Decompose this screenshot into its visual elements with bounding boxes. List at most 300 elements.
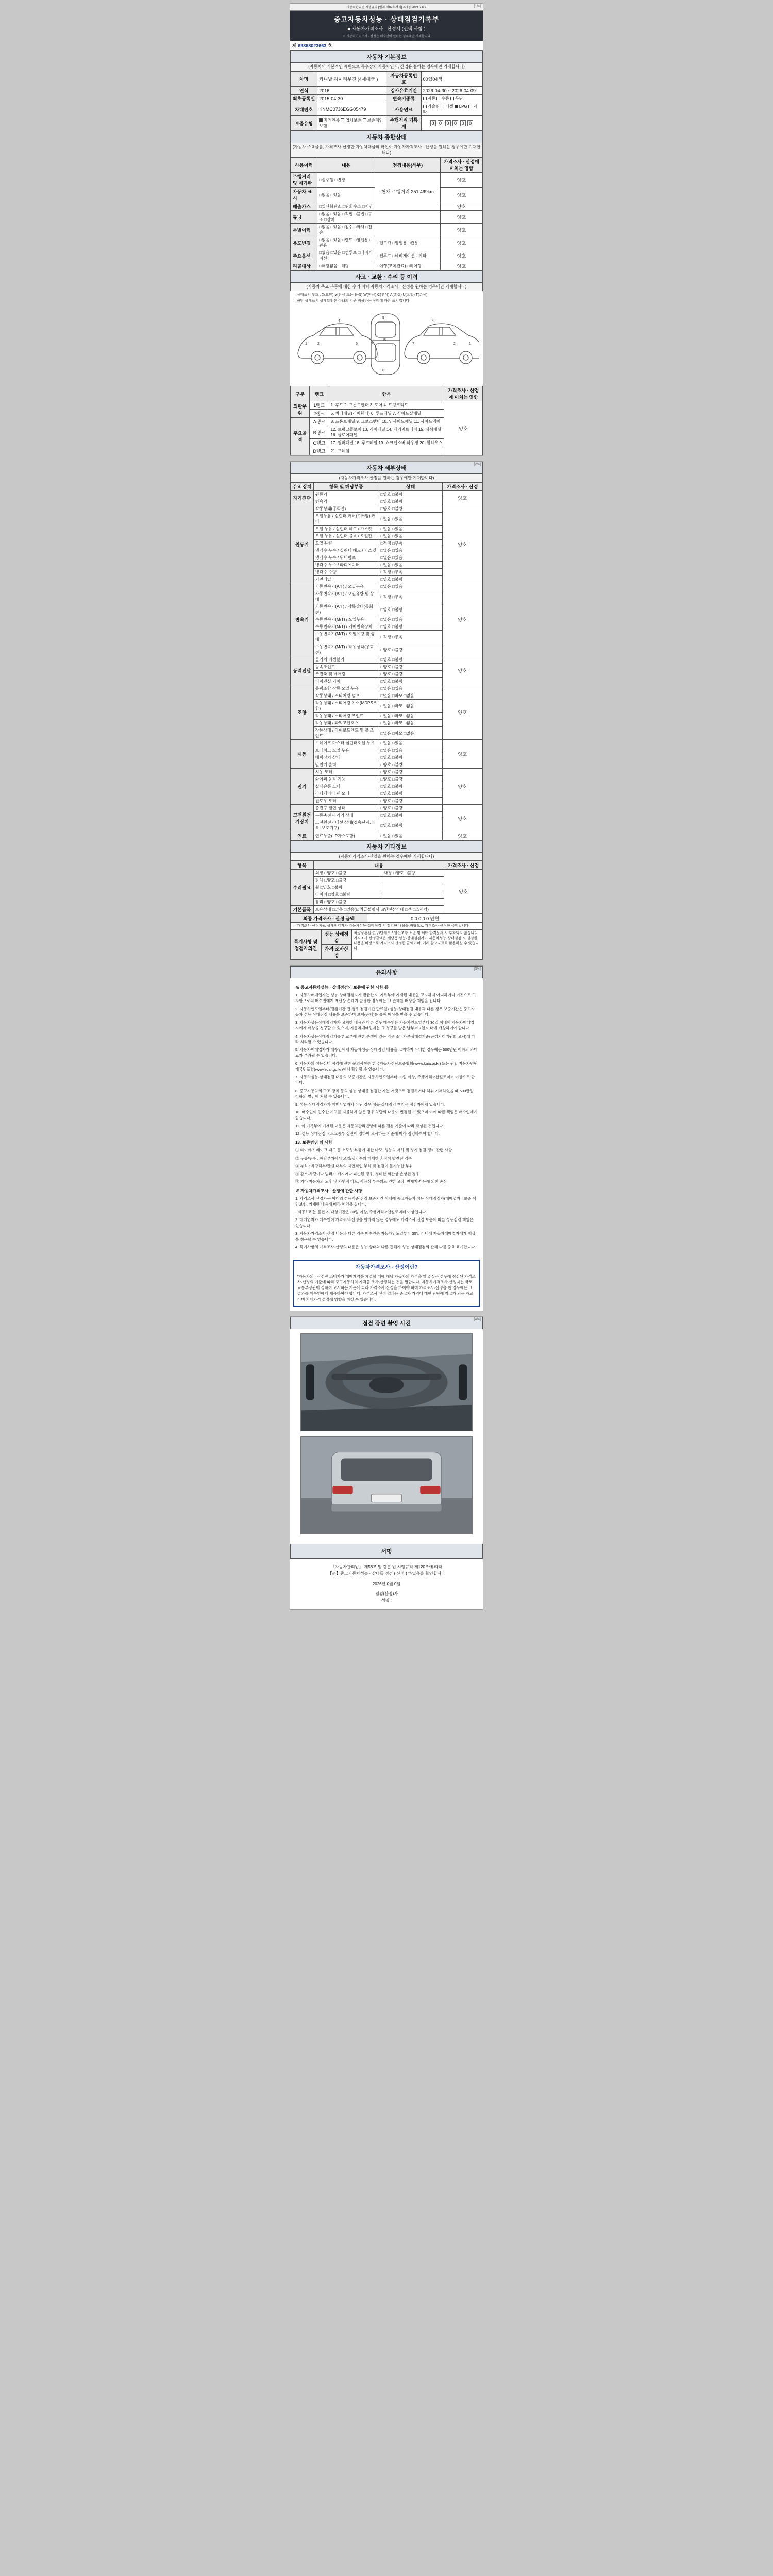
- basic-info-table: [290, 71, 483, 131]
- row-detail: □렌트카 □영업용 □관용: [375, 236, 441, 249]
- items: 17. 필러패널 18. 루프레일 19. 쇼크업소버 하우징 20. 휠하우스: [329, 439, 444, 447]
- notice-section-3-head: 13. 보증범위 외 사항: [295, 1140, 332, 1145]
- section-basic-title: 자동차 기본정보: [290, 50, 483, 63]
- table-row: [291, 262, 483, 270]
- part-name: 작동상태 / 스티어링 조인트: [313, 713, 379, 720]
- page-3: [290, 965, 483, 1311]
- part-name: 작동상태 / 스티어링 펌프: [313, 692, 379, 700]
- etc-content-left[interactable]: 유리 □양호 □불량: [313, 899, 382, 906]
- value-transmission: 자동 수동 무단: [421, 95, 482, 103]
- etc-content-left[interactable]: 보유상태 □없음 □있음(☑취급설명서 ☑안전삼각대 □잭 □스패너): [313, 906, 444, 914]
- section-accident-title: 사고 · 교환 · 수리 등 이력: [290, 270, 483, 283]
- car-damage-diagram: [290, 304, 483, 386]
- form-legal-header: 자동차관리법 시행규칙 [별지 제82호서식] <개정 2021.7.6.>: [290, 4, 483, 11]
- group-score: 양호: [442, 583, 482, 656]
- part-name: 작동상태 / 타이로드엔드 및 볼 조인트: [313, 727, 379, 740]
- rank: D랭크: [310, 447, 329, 455]
- table-row: [291, 740, 483, 747]
- table-row: [291, 211, 483, 224]
- notice-section-1-head: ※ 중고자동차성능 · 상태점검의 보증에 관한 사항 등: [295, 985, 389, 990]
- label-fuel: 사용연료: [386, 103, 421, 116]
- col-effect: 가격조사 · 산정에 미치는 영향: [440, 158, 482, 173]
- label-warranty: 보증유형: [291, 116, 317, 131]
- table-row: [291, 95, 483, 103]
- part-status[interactable]: □양호 □불량: [379, 671, 442, 678]
- group-outer: 외판부위: [291, 401, 310, 418]
- rank: 2랭크: [310, 410, 329, 418]
- table-row: [291, 505, 483, 513]
- part-name: 변속기: [313, 498, 379, 505]
- signature-law-line-1: 「자동차관리법」 제58조 및 같은 법 시행규칙 제120조에 따라: [330, 1564, 443, 1569]
- device-group: 조향: [291, 685, 314, 740]
- table-row: [291, 103, 483, 116]
- checkbox-manual[interactable]: [436, 97, 440, 100]
- rear-photo-graphic: [301, 1437, 472, 1534]
- table-row: [291, 930, 483, 945]
- part-name: 작동상태(공회전): [313, 505, 379, 513]
- group-score: 양호: [442, 805, 482, 832]
- part-status[interactable]: □없음 □있음: [379, 547, 442, 554]
- table-row: [291, 401, 483, 410]
- diagram-note-1: ※ 상태표시 부호 : X(교환) ∨(판금 또는 용접) W(판금) C(부식) A(흠집) U(요철) T(손상): [292, 293, 428, 297]
- table-header-row: [291, 861, 483, 870]
- part-name: 냉각수 수량: [313, 569, 379, 576]
- signature-area: [290, 1559, 483, 1609]
- notice-item: 2. 자동차인도일부터(점검기간 전 경우 점검기간 만료일) 성능·상태점검 내용과 다른 경우 보증기간은 중고자동차 성능·상태점검 내용을 보증하며 보험(공제)를 통해 배상을 받을 수 있습니다.: [295, 1006, 475, 1017]
- col-rank: 랭크: [310, 386, 329, 401]
- etc-info-table: [290, 861, 483, 914]
- part-status[interactable]: □없음 □있음: [379, 832, 442, 840]
- part-status[interactable]: □없음 □있음: [379, 526, 442, 533]
- col-device: 주요 장치: [291, 483, 314, 491]
- part-name: 구동축전지 격리 상태: [313, 812, 379, 819]
- detail-table-body: [291, 491, 483, 840]
- part-status[interactable]: □없음 □마모 □없음: [379, 720, 442, 727]
- svg-text:7: 7: [412, 342, 414, 346]
- row-effect: 양호: [440, 173, 482, 188]
- part-status[interactable]: □없음 □마모 □없음: [379, 727, 442, 740]
- price-definition-box: [293, 1260, 480, 1307]
- row-content: □해당없음 □해당: [317, 262, 375, 270]
- notice-item: ① 타이어/브레이크 패드 등 소모성 부품에 대한 마모, 성능의 저하 및 정기 점검·정비 관련 사항: [295, 1148, 452, 1153]
- notice-item: 12. 성능·상태점검 국토교통부 장관이 정하여 고시하는 기준에 따라 점검하여야 합니다.: [295, 1131, 440, 1136]
- col-effect: 가격조사 · 산정에 미치는 영향: [444, 386, 483, 401]
- part-name: 고전원전기배선 상태(접속단자, 피복, 보호기구): [313, 819, 379, 832]
- document-number-row: [290, 41, 483, 50]
- part-name: 커먼레일: [313, 576, 379, 583]
- col-part: 항목 및 해당부품: [313, 483, 379, 491]
- part-status[interactable]: □양호 □불량: [379, 769, 442, 776]
- group-score: 양호: [442, 832, 482, 840]
- notice-section-2-list: [295, 1088, 478, 1137]
- row-content: □없음 □있음 □적법 □불법 □구조 □장치: [317, 211, 375, 224]
- odometer-digit: 0: [445, 120, 451, 126]
- part-name: 수동변속기(M/T) / 기어변속장치: [313, 623, 379, 631]
- part-name: 연료누출(LP가스포함): [313, 832, 379, 840]
- row-label: 배출가스: [291, 202, 317, 211]
- part-status[interactable]: □적정 □부족: [379, 569, 442, 576]
- notice-item: 2. 매매업자가 매수인이 가격조사·산정을 원하지 않는 경우에도 가격조사·산정 보증에 따른 성능점검 책임은 있습니다.: [295, 1217, 474, 1228]
- section-overall-note: (자동차 주요물품, 가격조사·산정한 자동차대금의 확인이 자동차가격조사 · 산정을 원하는 경우에만 기재합니다): [290, 143, 483, 157]
- final-price-value: 0 0 0 0 0 만원: [367, 914, 483, 923]
- part-status[interactable]: □양호 □불량: [379, 678, 442, 685]
- notice-item: ④ 감소·차량이나 범퍼가 깨지거나 파손된 경우, 경미한 외관상 손상된 경우: [295, 1172, 419, 1176]
- part-status[interactable]: □양호 □불량: [379, 783, 442, 790]
- table-row: [291, 224, 483, 236]
- rear-photo: [300, 1436, 473, 1534]
- doc-number: 69368023663: [298, 43, 327, 48]
- page-tag-3: [3/4]: [474, 967, 481, 971]
- part-status[interactable]: □양호 □불량: [379, 576, 442, 583]
- part-status[interactable]: □양호 □불량: [379, 798, 442, 805]
- final-price-note: ※ 가격조사·산정자료 상태점검자가 자동차성능·상태점검 시 점검한 내용을 바탕으로 가격조사·산정한 금액입니다.: [291, 923, 483, 929]
- final-price-table: [290, 914, 483, 929]
- device-group: 제동: [291, 740, 314, 769]
- notice-item: 5. 자동차매매업자가 매수인에게 자동차성능·상태점검 내용을 고지하지 아니한 경우에는 500만원 이하의 과태료가 부과될 수 있습니다.: [295, 1047, 478, 1058]
- etc-group: 수리필요: [291, 870, 314, 906]
- svg-text:2: 2: [453, 342, 456, 346]
- page-tag-1: [1/4]: [474, 5, 481, 8]
- row-effect: 양호: [440, 188, 482, 202]
- odometer-digit: 0: [467, 120, 473, 126]
- value-vin: KNMC07J6EGG05479: [317, 103, 386, 116]
- section-detail-title: 자동차 세부상태: [290, 462, 483, 474]
- etc-content-right[interactable]: [382, 891, 444, 899]
- svg-text:8: 8: [382, 369, 384, 372]
- part-status[interactable]: □양호 □불량: [379, 643, 442, 656]
- col-status: 상태: [379, 483, 442, 491]
- checkbox-cvt[interactable]: [450, 97, 454, 100]
- table-row: [291, 914, 483, 923]
- col-etc-item: 항목: [291, 861, 314, 870]
- opinion-label: 특기사항 및 점검자의견: [291, 930, 322, 960]
- notice-title: 유의사항: [290, 966, 483, 978]
- group-score: 양호: [442, 685, 482, 740]
- notice-item: 6. 자동차의 성능상태 점검에 관한 문의사항은 한국자동차진단보증협회(www.kaia.or.kr) 또는 관할 자동차민원 대국민포털(www.ecar.go.kr)에서 확인할 수 있습니다.: [295, 1061, 478, 1072]
- part-name: 냉각수 누수 / 실린더 헤드 / 가스켓: [313, 547, 379, 554]
- part-status[interactable]: □없음 □있음: [379, 583, 442, 590]
- odometer-digit: 0: [460, 120, 466, 126]
- col-score: 가격조사 · 산정: [442, 483, 482, 491]
- section-etc-note: (자동차가격조사·산정을 원하는 경우에만 기재합니다): [290, 853, 483, 861]
- notice-item: 4. 자동차성능상태점검기록부 교부에 관한 분쟁이 있는 경우 소비자분쟁해결기준(공정거래위원회 고시)에 따라 처리할 수 있습니다.: [295, 1033, 475, 1044]
- page-subtitle: ■ 자동차가격조사 · 산정서 (선택 사항 ): [347, 26, 426, 31]
- table-row: [291, 87, 483, 95]
- svg-text:4: 4: [432, 319, 434, 323]
- part-name: 원동기: [313, 491, 379, 498]
- notice-item: 11. 이 기록부에 기재된 내용은 자동차관리법령에 따른 점검 기준에 따라 작성된 것입니다.: [295, 1123, 444, 1128]
- items: 12. 트렁크플로어 13. 리어패널 14. 패키지트레이 15. 대쉬패널 16. 플로어패널: [329, 426, 444, 439]
- odometer-digit: 0: [452, 120, 458, 126]
- final-price-label: 최종 가격조사 · 산정 금액: [291, 914, 367, 923]
- diagram-note-2: ※ 하단 상태표시 상태확인은 아래의 기준 적용하는 상태에 따른 표시입니다: [292, 299, 410, 303]
- notice-item: ② 누유/누수 : 해당부위에서 오일/냉각수의 미세한 흔적이 발견된 경우: [295, 1156, 412, 1161]
- part-status[interactable]: □양호 □불량: [379, 776, 442, 783]
- table-row: [291, 769, 483, 776]
- part-status[interactable]: □양호 □불량: [379, 664, 442, 671]
- value-warranty: 자기인증 업체보증 보증책임보험: [317, 116, 386, 131]
- group-frame: 주요골격: [291, 418, 310, 455]
- row-effect: 양호: [440, 202, 482, 211]
- doc-suffix: 호: [327, 43, 332, 48]
- part-status[interactable]: □적정 □부족: [379, 590, 442, 603]
- notice-item: 1. 가격조사·산정자는 이래의 성능기준 점검 보증기간 이내에 중고자동차 성능·상태점검자(매매업자 · 보증 책임보험, 기재한 내용에 따라 책임을 집니다.: [295, 1196, 476, 1207]
- rank: 1랭크: [310, 401, 329, 410]
- part-name: 오일누유 / 실린더 커버(로커암) 커버: [313, 513, 379, 526]
- section-accident-note: (자동차 주요 부품에 대한 수리 이력 자동차가격조사 · 산정을 원하는 경우에만 기재합니다): [290, 283, 483, 291]
- part-status[interactable]: □양호 □불량: [379, 812, 442, 819]
- undercarriage-photo: [300, 1333, 473, 1431]
- label-carname: 차명: [291, 72, 317, 87]
- section-etc-title: 자동차 기타정보: [290, 840, 483, 853]
- svg-text:7: 7: [371, 342, 373, 346]
- device-group: 자기진단: [291, 491, 314, 505]
- opinion-head-1: 성능·상태점검: [321, 930, 352, 945]
- part-name: 시동 모터: [313, 769, 379, 776]
- checkbox-auto[interactable]: [423, 97, 427, 100]
- part-status[interactable]: □양호 □불량: [379, 819, 442, 832]
- part-name: 실내송풍 모터: [313, 783, 379, 790]
- checkbox-insurance[interactable]: [363, 118, 366, 122]
- table-row: [291, 236, 483, 249]
- price-definition-title: 자동차가격조사 · 산정이란?: [355, 1264, 418, 1270]
- row-content: □없음 □있음 □썬루프 □네비게이션: [317, 249, 375, 262]
- odometer-digit: 0: [430, 120, 436, 126]
- svg-text:1: 1: [469, 342, 471, 346]
- row-label: 용도변경: [291, 236, 317, 249]
- etc-content-left[interactable]: 타이어 □양호 □불량: [313, 891, 382, 899]
- overall-state-table: [290, 157, 483, 270]
- row-detail: □이행(조치완료) □미이행: [375, 262, 441, 270]
- row-label: 튜닝: [291, 211, 317, 224]
- row-content: □없음 □있음 □침수 □화재 □전손: [317, 224, 375, 236]
- etc-table-body: [291, 870, 483, 914]
- photo-list: [290, 1329, 483, 1544]
- part-name: 클러치 어셈블리: [313, 656, 379, 664]
- row-label: 주행거리 및 계기판: [291, 173, 317, 188]
- part-status[interactable]: □없음 □있음: [379, 747, 442, 754]
- part-status[interactable]: □없음 □있음: [379, 513, 442, 526]
- table-row: [291, 583, 483, 590]
- table-row: [291, 685, 483, 692]
- part-name: 충전구 절연 상태: [313, 805, 379, 812]
- part-status[interactable]: □양호 □불량: [379, 790, 442, 798]
- table-row: [291, 173, 483, 188]
- odometer-digits: [421, 116, 482, 131]
- notice-item: 3. 자동차성능상태점검자가 고지한 내용과 다른 경우 매수인은 자동차인도일부터 30일 이내에 자동차매매업자에게 배상을 청구할 수 있으며, 자동차매매업자는 그 청구를 받은 날부터 7일 이내에 배상하여야 합니다.: [295, 1020, 474, 1031]
- part-status[interactable]: □없음 □있음: [379, 616, 442, 623]
- notice-item: · 제공하려는 물건 지 대상기간은 30일 이상, 주행거리 2천킬로미터 이상입니다.: [295, 1210, 427, 1214]
- opinion-head-2: 가격·조사산정: [321, 945, 352, 960]
- svg-text:4: 4: [338, 319, 340, 323]
- part-name: 자동변속기(A/T) / 작동상태(공회전): [313, 603, 379, 616]
- car-top-view: [371, 314, 400, 375]
- device-group: 변속기: [291, 583, 314, 656]
- row-label: 특별이력: [291, 224, 317, 236]
- notice-item: 10. 매수인이 인수한 시고를 지불하지 않은 경우 차량의 내용이 변경될 수 있으며 이에 따른 책임은 매수인에게 있습니다.: [295, 1110, 478, 1121]
- part-name: 수동변속기(M/T) / 작동상태(공회전): [313, 643, 379, 656]
- part-name: 수동변속기(M/T) / 오일유량 및 상태: [313, 631, 379, 643]
- part-status[interactable]: □양호 □불량: [379, 805, 442, 812]
- signature-org: 점검(산정)자: [375, 1591, 398, 1597]
- section-detail-note: (자동차가격조사·산정을 원하는 경우에만 기재합니다): [290, 474, 483, 482]
- odometer-digit: 0: [438, 120, 443, 126]
- label-inspection-period: 검사유효기간: [386, 87, 421, 95]
- row-label: 주요옵션: [291, 249, 317, 262]
- device-group: 연료: [291, 832, 314, 840]
- rank: A랭크: [310, 418, 329, 426]
- section-overall-title: 자동차 종합상태: [290, 131, 483, 143]
- signature-name: 성명 :: [381, 1598, 392, 1603]
- part-name: 오일 누유 / 실린더 헤드 / 가스켓: [313, 526, 379, 533]
- part-name: 자동변속기(A/T) / 오일유량 및 상태: [313, 590, 379, 603]
- part-status[interactable]: □양호 □불량: [379, 623, 442, 631]
- diagram-part-numbers: [305, 316, 471, 372]
- doc-label: 제: [292, 43, 297, 48]
- photo-section-title: 점검 장면 촬영 사진: [290, 1317, 483, 1329]
- part-name: 브레이크 마스터 실린더오일 누유: [313, 740, 379, 747]
- part-status[interactable]: □없음 □있음: [379, 562, 442, 569]
- etc-content-left[interactable]: 휠 □양호 □불량: [313, 884, 382, 891]
- checkbox-diesel[interactable]: [441, 105, 444, 108]
- col-etc-score: 가격조사 · 산정: [444, 861, 483, 870]
- table-header-row: [291, 386, 483, 401]
- part-status[interactable]: □없음 □있음: [379, 740, 442, 747]
- part-name: 발전기 출력: [313, 761, 379, 769]
- table-row: [291, 832, 483, 840]
- col-group: 구분: [291, 386, 310, 401]
- rank: C랭크: [310, 439, 329, 447]
- group-score: 양호: [442, 769, 482, 805]
- items: 1. 후드 2. 프론트휀더 3. 도어 4. 트렁크리드: [329, 401, 444, 410]
- part-status[interactable]: □없음 □있음: [379, 685, 442, 692]
- part-name: 와이퍼 동작 기능: [313, 776, 379, 783]
- undercarriage-photo-graphic: [301, 1334, 472, 1431]
- table-row: [291, 491, 483, 498]
- part-name: 라디에이터 팬 모터: [313, 790, 379, 798]
- frame-rank-table: [290, 386, 483, 455]
- table-header-row: [291, 483, 483, 491]
- label-vin: 차대번호: [291, 103, 317, 116]
- part-name: 냉각수 누수 / 워터펌프: [313, 554, 379, 562]
- signature-date: 2026년 0월 0일: [372, 1582, 401, 1587]
- price-definition-text: "자동차의 · 산정란 소비자가 매매계약을 체결할 때에 해당 자동차의 가격을 알고 싶은 경우에 점검된 가격조사·산정의 기준에 따라 중고자동차의 가격을 조사·산정하는 것을 말합니다. 자동차가격조사·산정자는 국토교통부장관이 정하여 고시하는 기준에 따라 가격조사·산정을 하여야 하며 가격조사·산정을 한 경우에는 그 결과를 매수인에게 제공하여야 합니다. 가격조사·산정 결과는 중고차 가격에 대한 판단에 참고가 되는 자료이며 거래가격 결정에 영향을 미칠 수 있습니다.: [297, 1274, 476, 1302]
- table-row: [291, 870, 483, 877]
- table-row: [291, 656, 483, 664]
- part-status[interactable]: □없음 □있음: [379, 533, 442, 540]
- items: 21. 프레임: [329, 447, 444, 455]
- table-row: [291, 72, 483, 87]
- notice-item: ⑤ 기타 자동차의 노후 및 자연적 마모, 사용상 부주의로 인한 고장, 천재지변 등에 의한 손상: [295, 1179, 447, 1184]
- checkbox-self-cert[interactable]: [319, 118, 323, 122]
- part-status[interactable]: □양호 □불량: [379, 498, 442, 505]
- part-status[interactable]: □없음 □마모 □없음: [379, 713, 442, 720]
- notice-body: [290, 978, 483, 1256]
- part-status[interactable]: □양호 □불량: [379, 491, 442, 498]
- row-detail: [375, 211, 441, 224]
- notice-section-3-list: [295, 1147, 478, 1184]
- etc-content-right[interactable]: [382, 877, 444, 884]
- checkbox-company[interactable]: [341, 118, 344, 122]
- svg-text:1: 1: [305, 342, 307, 346]
- col-content: 내용: [317, 158, 375, 173]
- row-effect: 양호: [440, 211, 482, 224]
- checkbox-gasoline[interactable]: [423, 105, 427, 108]
- part-status[interactable]: □없음 □마모 □없음: [379, 700, 442, 713]
- value-fuel: 가솔린 디젤 LPG 기타: [421, 103, 482, 116]
- etc-content-right[interactable]: 내장 □양호 □불량: [382, 870, 444, 877]
- mileage-callout: 현재 주행거리 251,499km: [375, 173, 441, 211]
- part-name: 배력장치 상태: [313, 754, 379, 761]
- opinion-table: [290, 929, 483, 960]
- table-row: [291, 923, 483, 929]
- part-status[interactable]: □적정 □부족: [379, 540, 442, 547]
- etc-score: 양호: [444, 870, 483, 914]
- etc-content-left[interactable]: 외장 □양호 □불량: [313, 870, 382, 877]
- row-content: □일산화탄소 □탄화수소 □매연: [317, 202, 375, 211]
- device-group: 고전원전기장치: [291, 805, 314, 832]
- label-plate: 자동차등록번호: [386, 72, 421, 87]
- part-status[interactable]: □양호 □불량: [379, 754, 442, 761]
- row-effect: 양호: [440, 262, 482, 270]
- notice-item: 3. 자동차가격조사·산정 내용과 다른 경우 매수인은 자동차인도일부터 30일 이내에 자동차매매업자에게 배상을 청구할 수 있습니다.: [295, 1231, 476, 1242]
- svg-text:9: 9: [382, 316, 384, 320]
- notice-item: 7. 자동차성능·상태점검 내용의 보증기간은 자동차인도일부터 30일 이상, 주행거리 2천킬로미터 이상으로 합니다.: [295, 1075, 475, 1086]
- part-status[interactable]: □양호 □불량: [379, 505, 442, 513]
- etc-content-right[interactable]: [382, 899, 444, 906]
- rank: B랭크: [310, 426, 329, 439]
- part-status[interactable]: □적정 □부족: [379, 631, 442, 643]
- part-status[interactable]: □없음 □있음: [379, 554, 442, 562]
- notice-section-1-list: [295, 992, 478, 1086]
- col-usage: 사용이력: [291, 158, 317, 173]
- value-year: 2016: [317, 87, 386, 95]
- document-header: [290, 11, 483, 41]
- notice-item: 4. 특기사항의 가격조사·산정의 내용은 성능·상태와 다른 견해가 성능·상태점검의 관해 다룰 중요 표시합니다.: [295, 1245, 476, 1250]
- device-group: 전기: [291, 769, 314, 805]
- notice-section-4-list: [295, 1196, 478, 1250]
- row-content: □없음 □있음 □렌트 □영업용 □관용: [317, 236, 375, 249]
- part-name: 동력조향 작동 오일 누유: [313, 685, 379, 692]
- part-status[interactable]: □양호 □불량: [379, 761, 442, 769]
- part-status[interactable]: □양호 □불량: [379, 603, 442, 616]
- car-right-side-view: [405, 324, 479, 364]
- checkbox-lpg[interactable]: [455, 105, 458, 108]
- col-detail: 점검내용(세부): [375, 158, 441, 173]
- notice-item: 1. 자동차매매업자는 성능·상태점검자가 발급한 이 기록부에 기재된 내용을 고지하지 아니하거나 거짓으로 고지함으로써 매수인에게 재산상 손해가 발생한 경우에는 그 손해를 배상할 책임을 집니다.: [295, 993, 476, 1004]
- table-row: [291, 116, 483, 131]
- detail-state-table: [290, 482, 483, 840]
- page-1: [290, 3, 483, 456]
- etc-content-left[interactable]: 광택 □양호 □불량: [313, 877, 382, 884]
- checkbox-etc-fuel[interactable]: [468, 105, 472, 108]
- group-score: 양호: [442, 491, 482, 505]
- row-label: 자동차 표시: [291, 188, 317, 202]
- part-status[interactable]: □없음 □마모 □없음: [379, 692, 442, 700]
- device-group: 원동기: [291, 505, 314, 583]
- label-year: 연식: [291, 87, 317, 95]
- svg-text:5: 5: [356, 342, 358, 346]
- row-effect: 양호: [440, 224, 482, 236]
- part-status[interactable]: □양호 □불량: [379, 656, 442, 664]
- row-content: □없음 □있음: [317, 188, 375, 202]
- value-inspection-period: 2026-04-30 ~ 2026-04-09: [421, 87, 482, 95]
- table-header-row: [291, 158, 483, 173]
- etc-content-right[interactable]: [382, 884, 444, 891]
- value-carname: 카니발 하이리무진 (4세대급 ): [317, 72, 386, 87]
- part-name: 윈도우 모터: [313, 798, 379, 805]
- value-first-reg: 2015-04-30: [317, 95, 386, 103]
